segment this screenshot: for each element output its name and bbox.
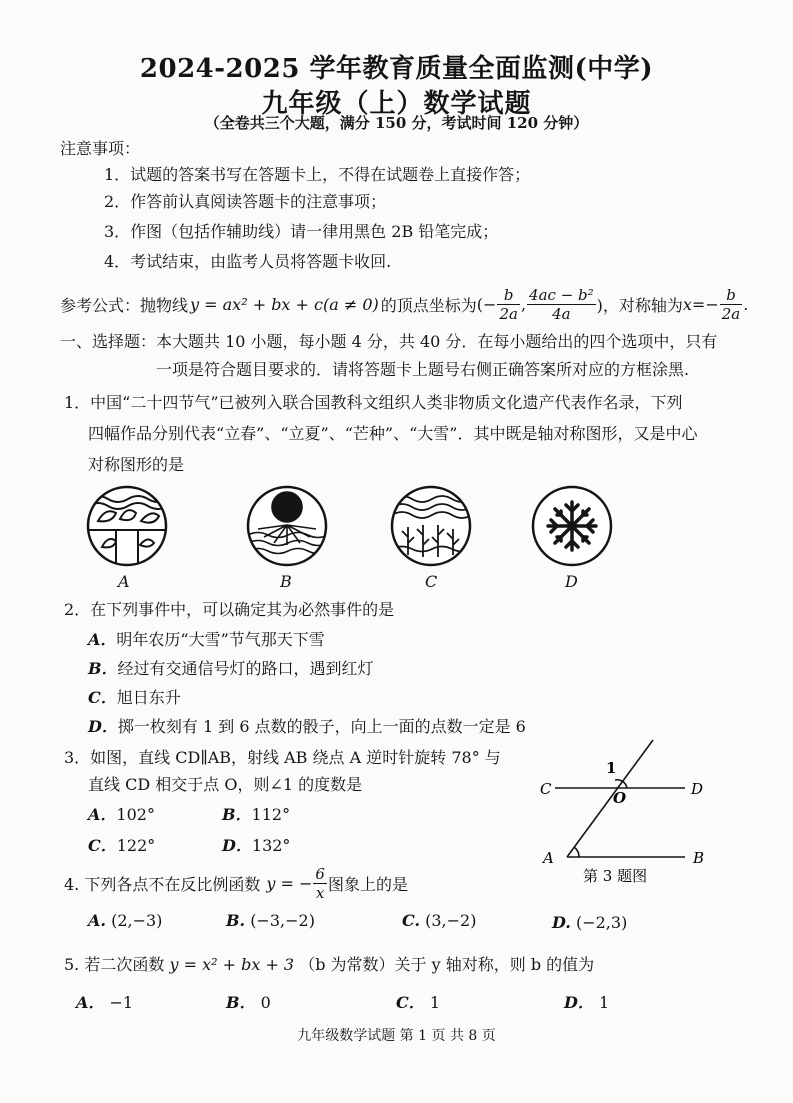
question-3-option-b: B．112° <box>222 805 291 824</box>
angle-a-arc <box>574 847 579 857</box>
question-4-option-d: D. (−2,3) <box>552 913 628 932</box>
label-angle-1: 1 <box>606 759 617 777</box>
question-1-line1: 1．中国“二十四节气”已被列入联合国教科文组织人类非物质文化遗产代表作名录，下列 <box>64 393 683 412</box>
solar-term-image-b <box>246 485 328 567</box>
notice-item-1: 1．试题的答案书写在答题卡上，不得在试题卷上直接作答； <box>104 165 531 184</box>
question-2-option-b: B．经过有交通信号灯的路口，遇到红灯 <box>88 659 374 678</box>
image-label-c: C <box>425 572 438 591</box>
label-b: B <box>693 849 705 867</box>
formula-axis: x=− <box>682 294 719 314</box>
solar-term-image-a <box>86 485 168 567</box>
question-3-option-a: A．102° <box>88 805 155 824</box>
question-3-line1: 3．如图，直线 CD∥AB，射线 AB 绕点 A 逆时针旋转 78° 与 <box>64 748 501 767</box>
question-1-line3: 对称图形的是 <box>88 455 185 474</box>
section-1-instructions-line2: 一项是符合题目要求的．请将答题卡上题号右侧正确答案所对应的方框涂黑. <box>156 360 690 379</box>
formula-prefix: 参考公式：抛物线 <box>60 295 189 315</box>
label-o: O <box>613 789 627 807</box>
notice-item-2: 2．作答前认真阅读答题卡的注意事项； <box>104 192 387 211</box>
question-2-option-c: C．旭日东升 <box>88 688 181 707</box>
solar-term-image-c <box>390 485 472 567</box>
image-label-b: B <box>280 572 292 591</box>
ray-ao <box>567 740 653 857</box>
question-3-option-c: C．122° <box>88 836 156 855</box>
formula-vertex-text: 的顶点坐标为 <box>380 295 477 315</box>
exam-title: 2024-2025 学年教育质量全面监测(中学) <box>139 54 654 84</box>
section-1-instructions: 一、选择题：本大题共 10 小题，每小题 4 分，共 40 分．在每小题给出的四个选项中，只有 <box>60 332 718 351</box>
exam-info: （全卷共三个大题，满分 150 分，考试时间 120 分钟） <box>204 114 589 132</box>
notice-item-3: 3．作图（包括作辅助线）请一律用黑色 2B 铅笔完成； <box>104 222 499 241</box>
question-1-line2: 四幅作品分别代表“立春”、“立夏”、“芒种”、“大雪”．其中既是轴对称图形，又是中心 <box>88 424 698 443</box>
notice-heading: 注意事项： <box>60 139 141 158</box>
fraction-b-over-2a: $\frac{b}{2a}$ <box>499 285 518 323</box>
question-3-line2: 直线 CD 相交于点 O，则∠1 的度数是 <box>88 775 363 794</box>
question-3-option-d: D．132° <box>222 836 291 855</box>
formula-end: . <box>743 294 749 314</box>
question-5-option-b: B． 0 <box>226 993 271 1012</box>
label-c: C <box>540 780 552 798</box>
formula-open: (− <box>476 294 497 314</box>
page-footer: 九年级数学试题 第 1 页 共 8 页 <box>297 1028 496 1044</box>
reference-formula <box>60 282 748 326</box>
exam-subject-title: 九年级（上）数学试题 <box>261 89 532 119</box>
question-3-figure <box>535 735 720 890</box>
question-4-option-a: A. (2,−3) <box>88 911 163 930</box>
label-d: D <box>691 780 704 798</box>
notice-item-4: 4．考试结束，由监考人员将答题卡收回. <box>104 252 392 271</box>
question-2-option-d: D．掷一枚刻有 1 到 6 点数的骰子，向上一面的点数一定是 6 <box>88 717 526 736</box>
formula-close: )，对称轴为 <box>596 295 683 315</box>
fraction-vertex-y: $\frac{\text{4ac − b²}}{4a}$ <box>529 285 594 323</box>
question-5-option-d: D． 1 <box>564 993 610 1012</box>
question-4-option-c: C. (3,−2) <box>402 911 477 930</box>
question-5-stem: 5. 若二次函数 y = x² + bx + 3 （b 为常数）关于 y 轴对称，则 b 的值为 <box>64 955 595 974</box>
question-5-option-a: A． −1 <box>76 993 134 1012</box>
label-a: A <box>543 849 554 867</box>
question-2-stem: 2．在下列事件中，可以确定其为必然事件的是 <box>64 600 395 619</box>
question-5-option-c: C． 1 <box>396 993 441 1012</box>
formula-comma: , <box>520 294 527 314</box>
image-label-a: A <box>118 572 130 591</box>
question-4-stem: 4. 下列各点不在反比例函数 y = − $\frac{6}{x}$ 图象上的是 <box>64 864 408 902</box>
figure-caption: 第 3 题图 <box>583 867 648 885</box>
solar-term-image-d <box>531 485 613 567</box>
question-2-option-a: A．明年农历“大雪”节气那天下雪 <box>88 630 325 649</box>
fraction-6-over-x: $\frac{6}{x}$ <box>315 864 325 902</box>
fraction-axis: $\frac{b}{2a}$ <box>721 285 741 323</box>
question-4-option-b: B. (−3,−2) <box>226 911 315 930</box>
image-label-d: D <box>565 572 578 591</box>
formula-equation: y = ax² + bx + c(a ≠ 0) <box>190 294 379 314</box>
